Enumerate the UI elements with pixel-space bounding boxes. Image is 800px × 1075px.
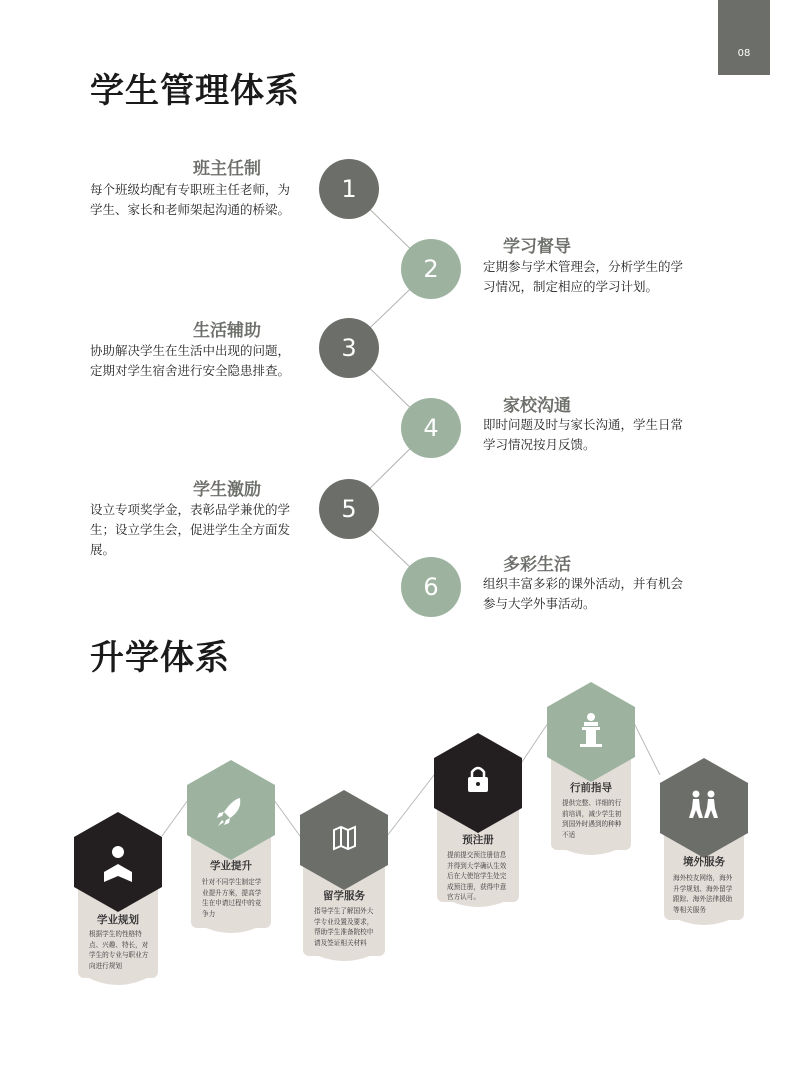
step-circle-4: 4	[401, 398, 461, 458]
step-desc-2: 针对不同学生制定学 业提升方案，提高学 生在申请过程中的竞 争力	[202, 878, 262, 918]
item-title-1: 班主任制	[193, 159, 261, 179]
item-title-5: 学生激励	[193, 480, 261, 500]
step-title-3: 留学服务	[323, 890, 365, 902]
item-desc-2: 定期参与学术管理会，分析学生的学 习情况，制定相应的学习计划。	[483, 259, 684, 294]
step-circle-1: 1	[319, 159, 379, 219]
item-desc-6: 组织丰富多彩的课外活动，并有机会 参与大学外事活动。	[483, 576, 684, 611]
step-circle-6: 6	[401, 557, 461, 617]
step-circle-5: 5	[319, 479, 379, 539]
item-desc-1: 每个班级均配有专职班主任老师，为 学生、家长和老师架起沟通的桥梁。	[90, 182, 291, 217]
item-desc-4: 即时问题及时与家长沟通，学生日常 学习情况按月反馈。	[483, 417, 684, 452]
item-title-2: 学习督导	[503, 237, 571, 257]
step-desc-1: 根据学生的性格特 点、兴趣、特长，对 学生的专业与职业方 向进行规划	[89, 930, 149, 970]
step-title-1: 学业规划	[97, 914, 139, 926]
item-title-4: 家校沟通	[503, 396, 571, 416]
step-title-4: 预注册	[462, 834, 494, 846]
step-title-6: 境外服务	[683, 856, 725, 868]
page-number: 08	[737, 48, 751, 59]
step-circle-3: 3	[319, 318, 379, 378]
step-desc-6: 海外校友网络，海外 升学规划、海外留学 跟踪、海外法律援助 等相关服务	[673, 874, 733, 914]
step-circle-2: 2	[401, 239, 461, 299]
item-title-6: 多彩生活	[503, 555, 571, 575]
step-desc-3: 指导学生了解国外大 学专业设置及要求， 帮助学生准备院校申 请及签证相关材料	[314, 907, 374, 947]
item-title-3: 生活辅助	[193, 321, 261, 341]
step-title-2: 学业提升	[210, 860, 252, 872]
item-desc-5: 设立专项奖学金，表彰品学兼优的学 生；设立学生会，促进学生全方面发 展。	[90, 502, 291, 557]
step-desc-4: 提前提交预注册信息 并得到大学确认生效 后在大使馆学生处完 成预注册，获得中意 官方认可。	[447, 851, 507, 901]
section-title-progression: 升学体系	[90, 638, 230, 678]
section-title-student-management: 学生管理体系	[90, 71, 300, 111]
step-title-5: 行前指导	[570, 782, 612, 794]
item-desc-3: 协助解决学生在生活中出现的问题， 定期对学生宿舍进行安全隐患排查。	[90, 343, 291, 378]
step-desc-5: 提供完整、详细的行 前培训，减少学生初 到国外时遇到的种种 不适	[562, 799, 622, 839]
